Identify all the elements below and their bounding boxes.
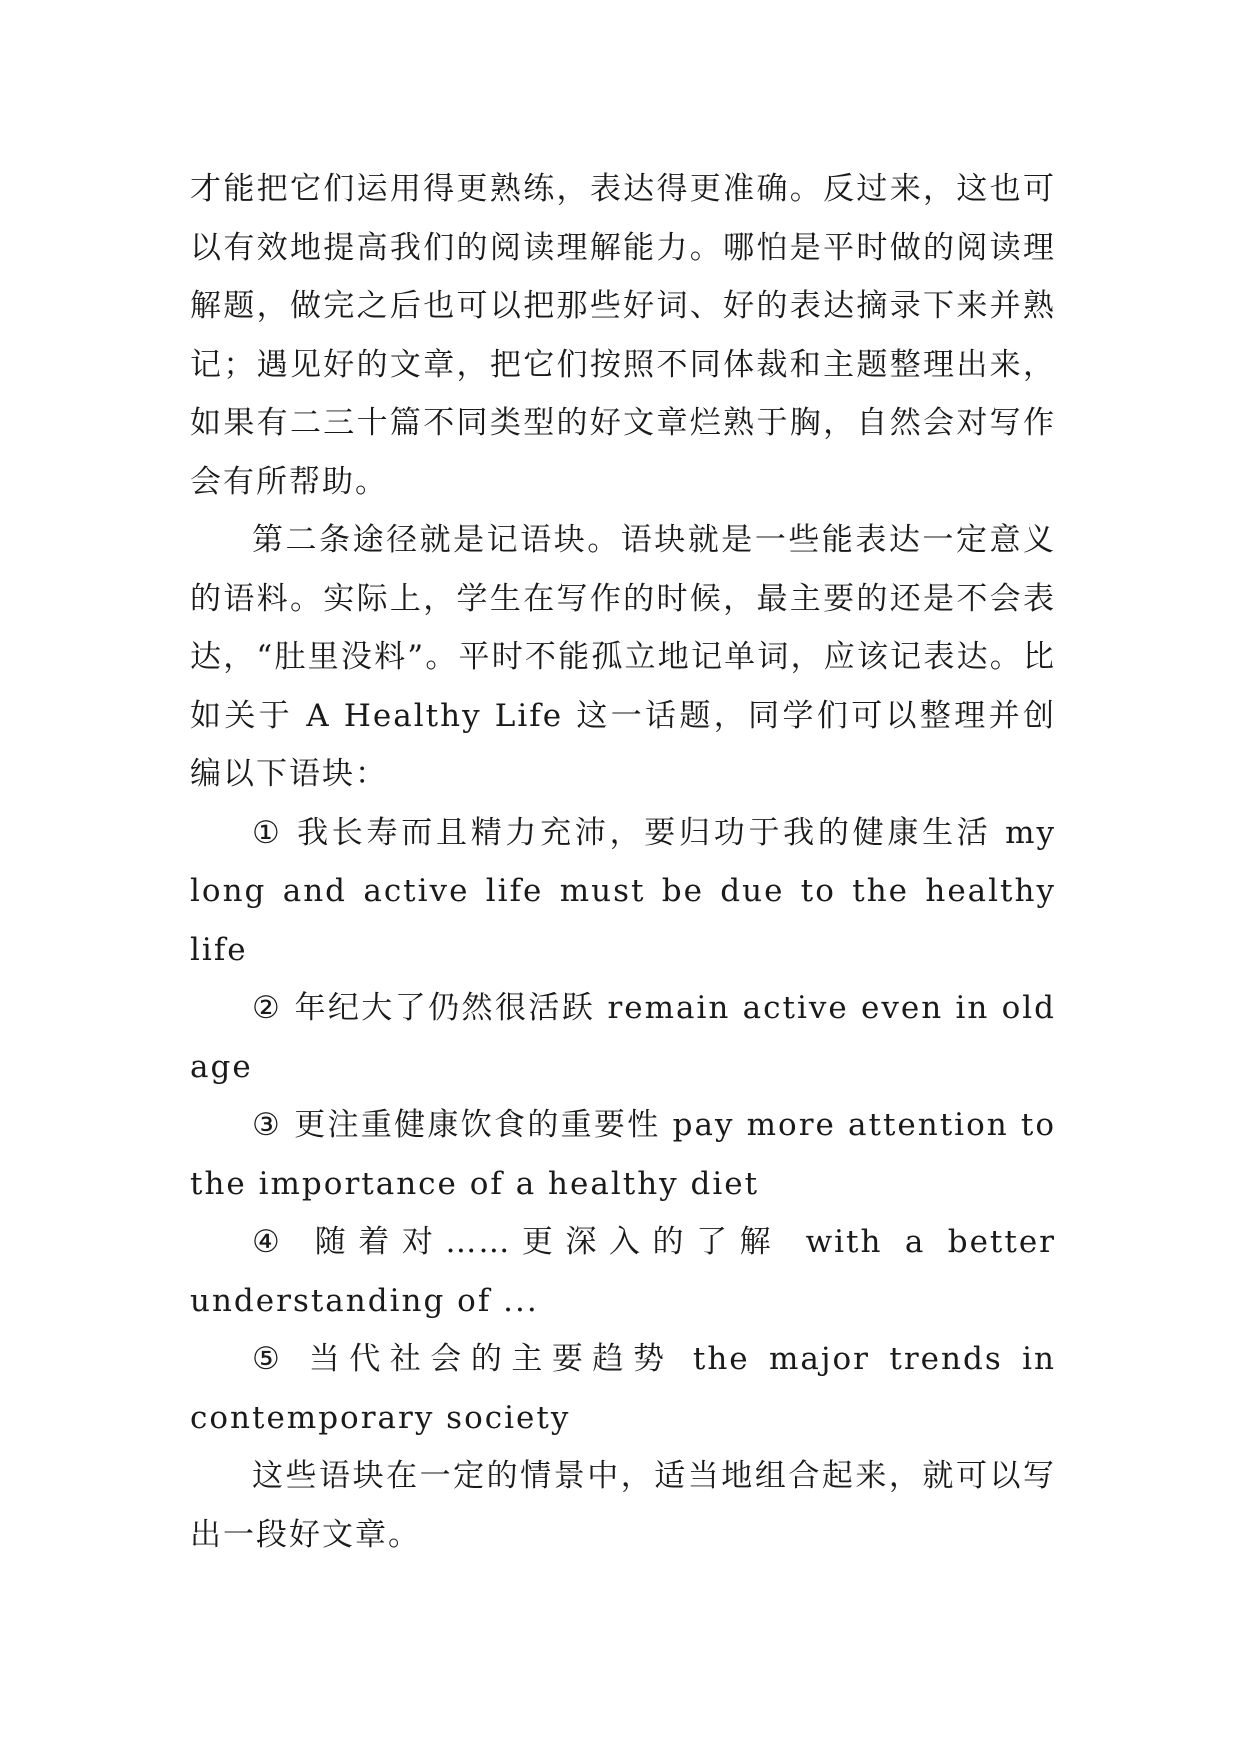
item-marker: ④: [252, 1224, 293, 1260]
list-item: [190, 979, 1056, 1096]
paragraph-continuation: 才能把它们运用得更熟练，表达得更准确。反过来，这也可以有效地提高我们的阅读理解能力。哪怕是平时做的阅读理解题，做完之后也可以把那些好词、好的表达摘录下来并熟记；遇见好的文章，把它们按照不同体裁和主题整理出来，如果有二三十篇不同类型的好文章烂熟于胸，自然会对写作会有所帮助。: [190, 171, 1056, 500]
list-item: [190, 1213, 1056, 1330]
item-text: 年纪大了仍然很活跃 remain active even in old age: [190, 990, 1057, 1085]
list-item: [190, 1330, 1056, 1447]
list-item: [190, 1096, 1056, 1213]
paragraph-second-approach: 第二条途径就是记语块。语块就是一些能表达一定意义的语料。实际上，学生在写作的时候，最主要的还是不会表达，“肚里没料”。平时不能孤立地记单词，应该记表达。比如关于 A Healthy Life 这一话题，同学们可以整理并创编以下语块：: [190, 522, 1056, 792]
list-item: [190, 804, 1056, 980]
item-text: 我长寿而且精力充沛，要归功于我的健康生活 my long and active life must be due to the healthy life: [190, 814, 1056, 968]
item-text: 随着对……更深入的了解 with a better understanding of ...: [190, 1224, 1056, 1319]
paragraph-conclusion: 这些语块在一定的情景中，适当地组合起来，就可以写出一段好文章。: [190, 1458, 1056, 1553]
body-text: [190, 160, 1056, 1564]
item-text: 更注重健康饮食的重要性 pay more attention to the importance of a healthy diet: [190, 1107, 1056, 1202]
item-marker: ③: [252, 1107, 283, 1143]
item-marker: ⑤: [252, 1341, 290, 1377]
item-text: 当代社会的主要趋势 the major trends in contemporary society: [190, 1341, 1056, 1436]
item-marker: ②: [252, 990, 283, 1026]
item-marker: ①: [252, 814, 284, 851]
